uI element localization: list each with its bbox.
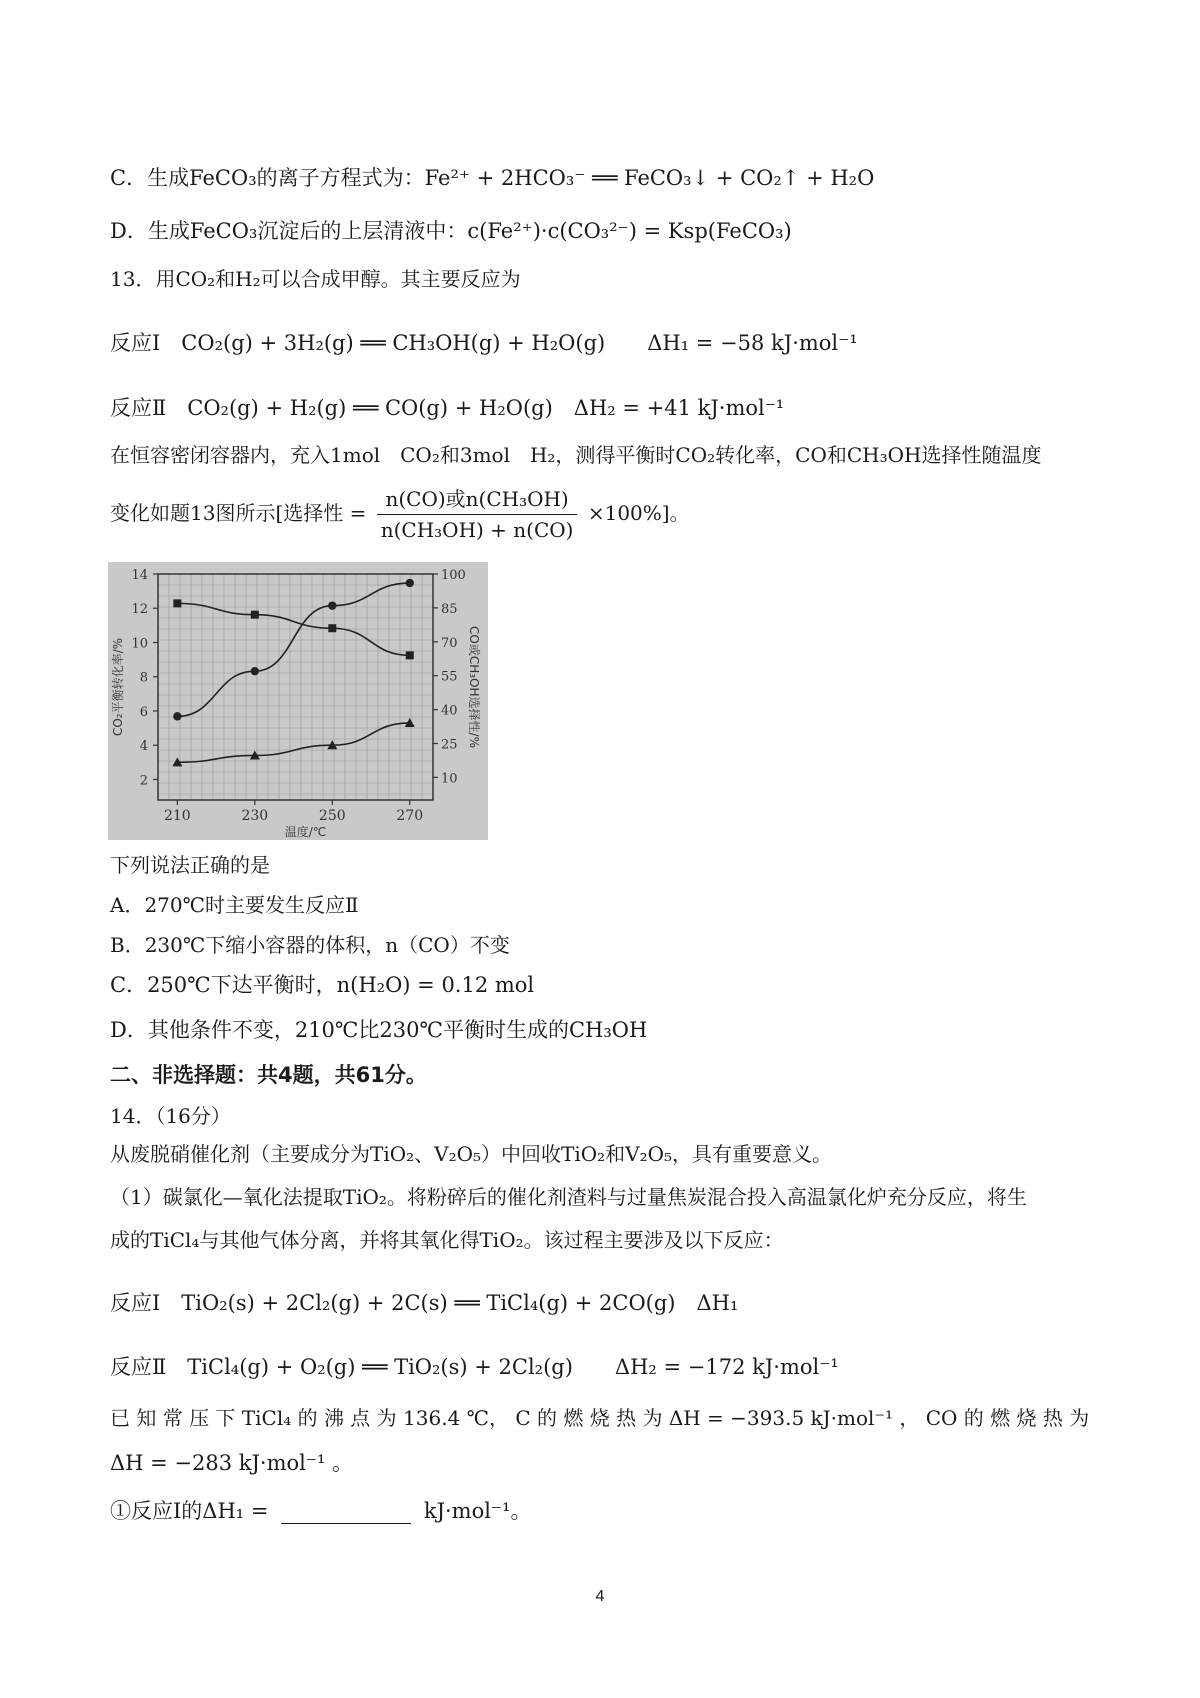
q14-part1-line1: （1）碳氯化—氧化法提取TiO₂。将粉碎后的催化剂渣料与过量焦炭混合投入高温氯化炉充分反应，将生 xyxy=(110,1185,1027,1209)
x-tick-label: 270 xyxy=(396,808,424,824)
right-tick-label: 40 xyxy=(441,703,458,719)
sub1-prefix: ①反应Ⅰ的ΔH₁ = xyxy=(110,1499,269,1523)
formula-suffix: ×100%]。 xyxy=(587,501,690,525)
left-tick-label: 12 xyxy=(131,602,148,618)
q14-reaction-2: 反应Ⅱ TiCl₄(g) + O₂(g) ══ TiO₂(s) + 2Cl₂(g) ΔH₂ = −172 kJ·mol⁻¹ xyxy=(110,1355,839,1379)
data-point-circle xyxy=(173,712,181,720)
q13-option-a: A．270℃时主要发生反应Ⅱ xyxy=(110,893,359,917)
formula-prefix: 变化如题13图所示[选择性 = xyxy=(110,501,367,525)
q14-known-data: 已 知 常 压 下 TiCl₄ 的 沸 点 为 136.4 ℃， C 的 燃 烧 热 为 ΔH = −393.5 kJ·mol⁻¹ ， CO 的 燃 烧 热 为 xyxy=(110,1406,1090,1430)
left-tick-label: 6 xyxy=(139,704,148,720)
left-tick-label: 10 xyxy=(131,636,148,652)
q13-option-b: B．230℃下缩小容器的体积，n（CO）不变 xyxy=(110,933,510,957)
q13-figure xyxy=(108,562,488,840)
data-point-circle xyxy=(406,579,414,587)
data-point-circle xyxy=(251,667,259,675)
q14-part1-line2: 成的TiCl₄与其他气体分离，并将其氧化得TiO₂。该过程主要涉及以下反应： xyxy=(110,1228,784,1252)
series-line-triangle xyxy=(177,723,409,762)
q14-reaction-1: 反应Ⅰ TiO₂(s) + 2Cl₂(g) + 2C(s) ══ TiCl₄(g) + 2CO(g) ΔH₁ xyxy=(110,1291,739,1315)
data-point-circle xyxy=(328,601,336,609)
plot-frame xyxy=(158,574,433,800)
line-d-option: D．生成FeCO₃沉淀后的上层清液中：c(Fe²⁺)·c(CO₃²⁻) = Ksp(FeCO₃) xyxy=(110,219,792,243)
left-tick-label: 2 xyxy=(139,773,148,789)
q13-condition: 在恒容密闭容器内，充入1mol CO₂和3mol H₂，测得平衡时CO₂转化率，CO和CH₃OH选择性随温度 xyxy=(110,443,1042,467)
right-tick-label: 70 xyxy=(441,635,458,651)
right-tick-label: 25 xyxy=(441,737,458,753)
q13-chart xyxy=(108,562,488,840)
series-line-square xyxy=(177,603,409,655)
selectivity-fraction xyxy=(377,486,578,543)
right-axis-label: CO或CH₃OH选择性/% xyxy=(467,626,481,748)
data-point-square xyxy=(406,651,414,659)
left-tick-label: 8 xyxy=(139,670,148,686)
section-2-heading: 二、非选择题：共4题，共61分。 xyxy=(110,1063,427,1087)
answer-blank[interactable] xyxy=(281,1503,411,1524)
left-tick-label: 14 xyxy=(131,568,148,583)
q13-option-d: D．其他条件不变，210℃比230℃平衡时生成的CH₃OH xyxy=(110,1018,648,1042)
q13-reaction-2: 反应Ⅱ CO₂(g) + H₂(g) ══ CO(g) + H₂O(g) ΔH₂ = +41 kJ·mol⁻¹ xyxy=(110,396,785,420)
q14-sub-question-1 xyxy=(110,1498,531,1524)
sub1-suffix: kJ·mol⁻¹。 xyxy=(423,1499,532,1523)
x-tick-label: 230 xyxy=(241,808,269,824)
x-tick-label: 210 xyxy=(163,808,191,824)
data-point-square xyxy=(251,611,259,619)
left-tick-label: 4 xyxy=(139,739,148,755)
right-tick-label: 85 xyxy=(441,601,458,617)
q13-option-c: C．250℃下达平衡时，n(H₂O) = 0.12 mol xyxy=(110,973,535,997)
q14-heading: 14．（16分） xyxy=(110,1104,231,1128)
fraction-numerator: n(CO)或n(CH₃OH) xyxy=(377,486,578,515)
x-tick-label: 250 xyxy=(318,808,346,824)
left-axis-label: CO₂平衡转化率/% xyxy=(111,637,125,737)
q14-known-data-2: ΔH = −283 kJ·mol⁻¹ 。 xyxy=(110,1451,354,1475)
line-c-option: C．生成FeCO₃的离子方程式为：Fe²⁺ + 2HCO₃⁻ ══ FeCO₃↓ + CO₂↑ + H₂O xyxy=(110,166,875,190)
data-point-square xyxy=(173,599,181,607)
right-tick-label: 55 xyxy=(441,669,458,685)
q13-selectivity-formula xyxy=(110,486,690,543)
x-axis-label: 温度/℃ xyxy=(284,825,327,839)
series-line-circle xyxy=(177,583,409,716)
fraction-denominator: n(CH₃OH) + n(CO) xyxy=(380,518,574,542)
q13-reaction-1: 反应Ⅰ CO₂(g) + 3H₂(g) ══ CH₃OH(g) + H₂O(g) ΔH₁ = −58 kJ·mol⁻¹ xyxy=(110,331,858,355)
page-number: 4 xyxy=(595,1588,605,1605)
q14-intro: 从废脱硝催化剂（主要成分为TiO₂、V₂O₅）中回收TiO₂和V₂O₅，具有重要意义。 xyxy=(110,1142,833,1166)
right-tick-label: 10 xyxy=(441,771,458,787)
right-tick-label: 100 xyxy=(441,568,466,583)
data-point-square xyxy=(328,624,336,632)
q13-intro: 13．用CO₂和H₂可以合成甲醇。其主要反应为 xyxy=(110,267,521,291)
q13-ask: 下列说法正确的是 xyxy=(110,853,270,877)
